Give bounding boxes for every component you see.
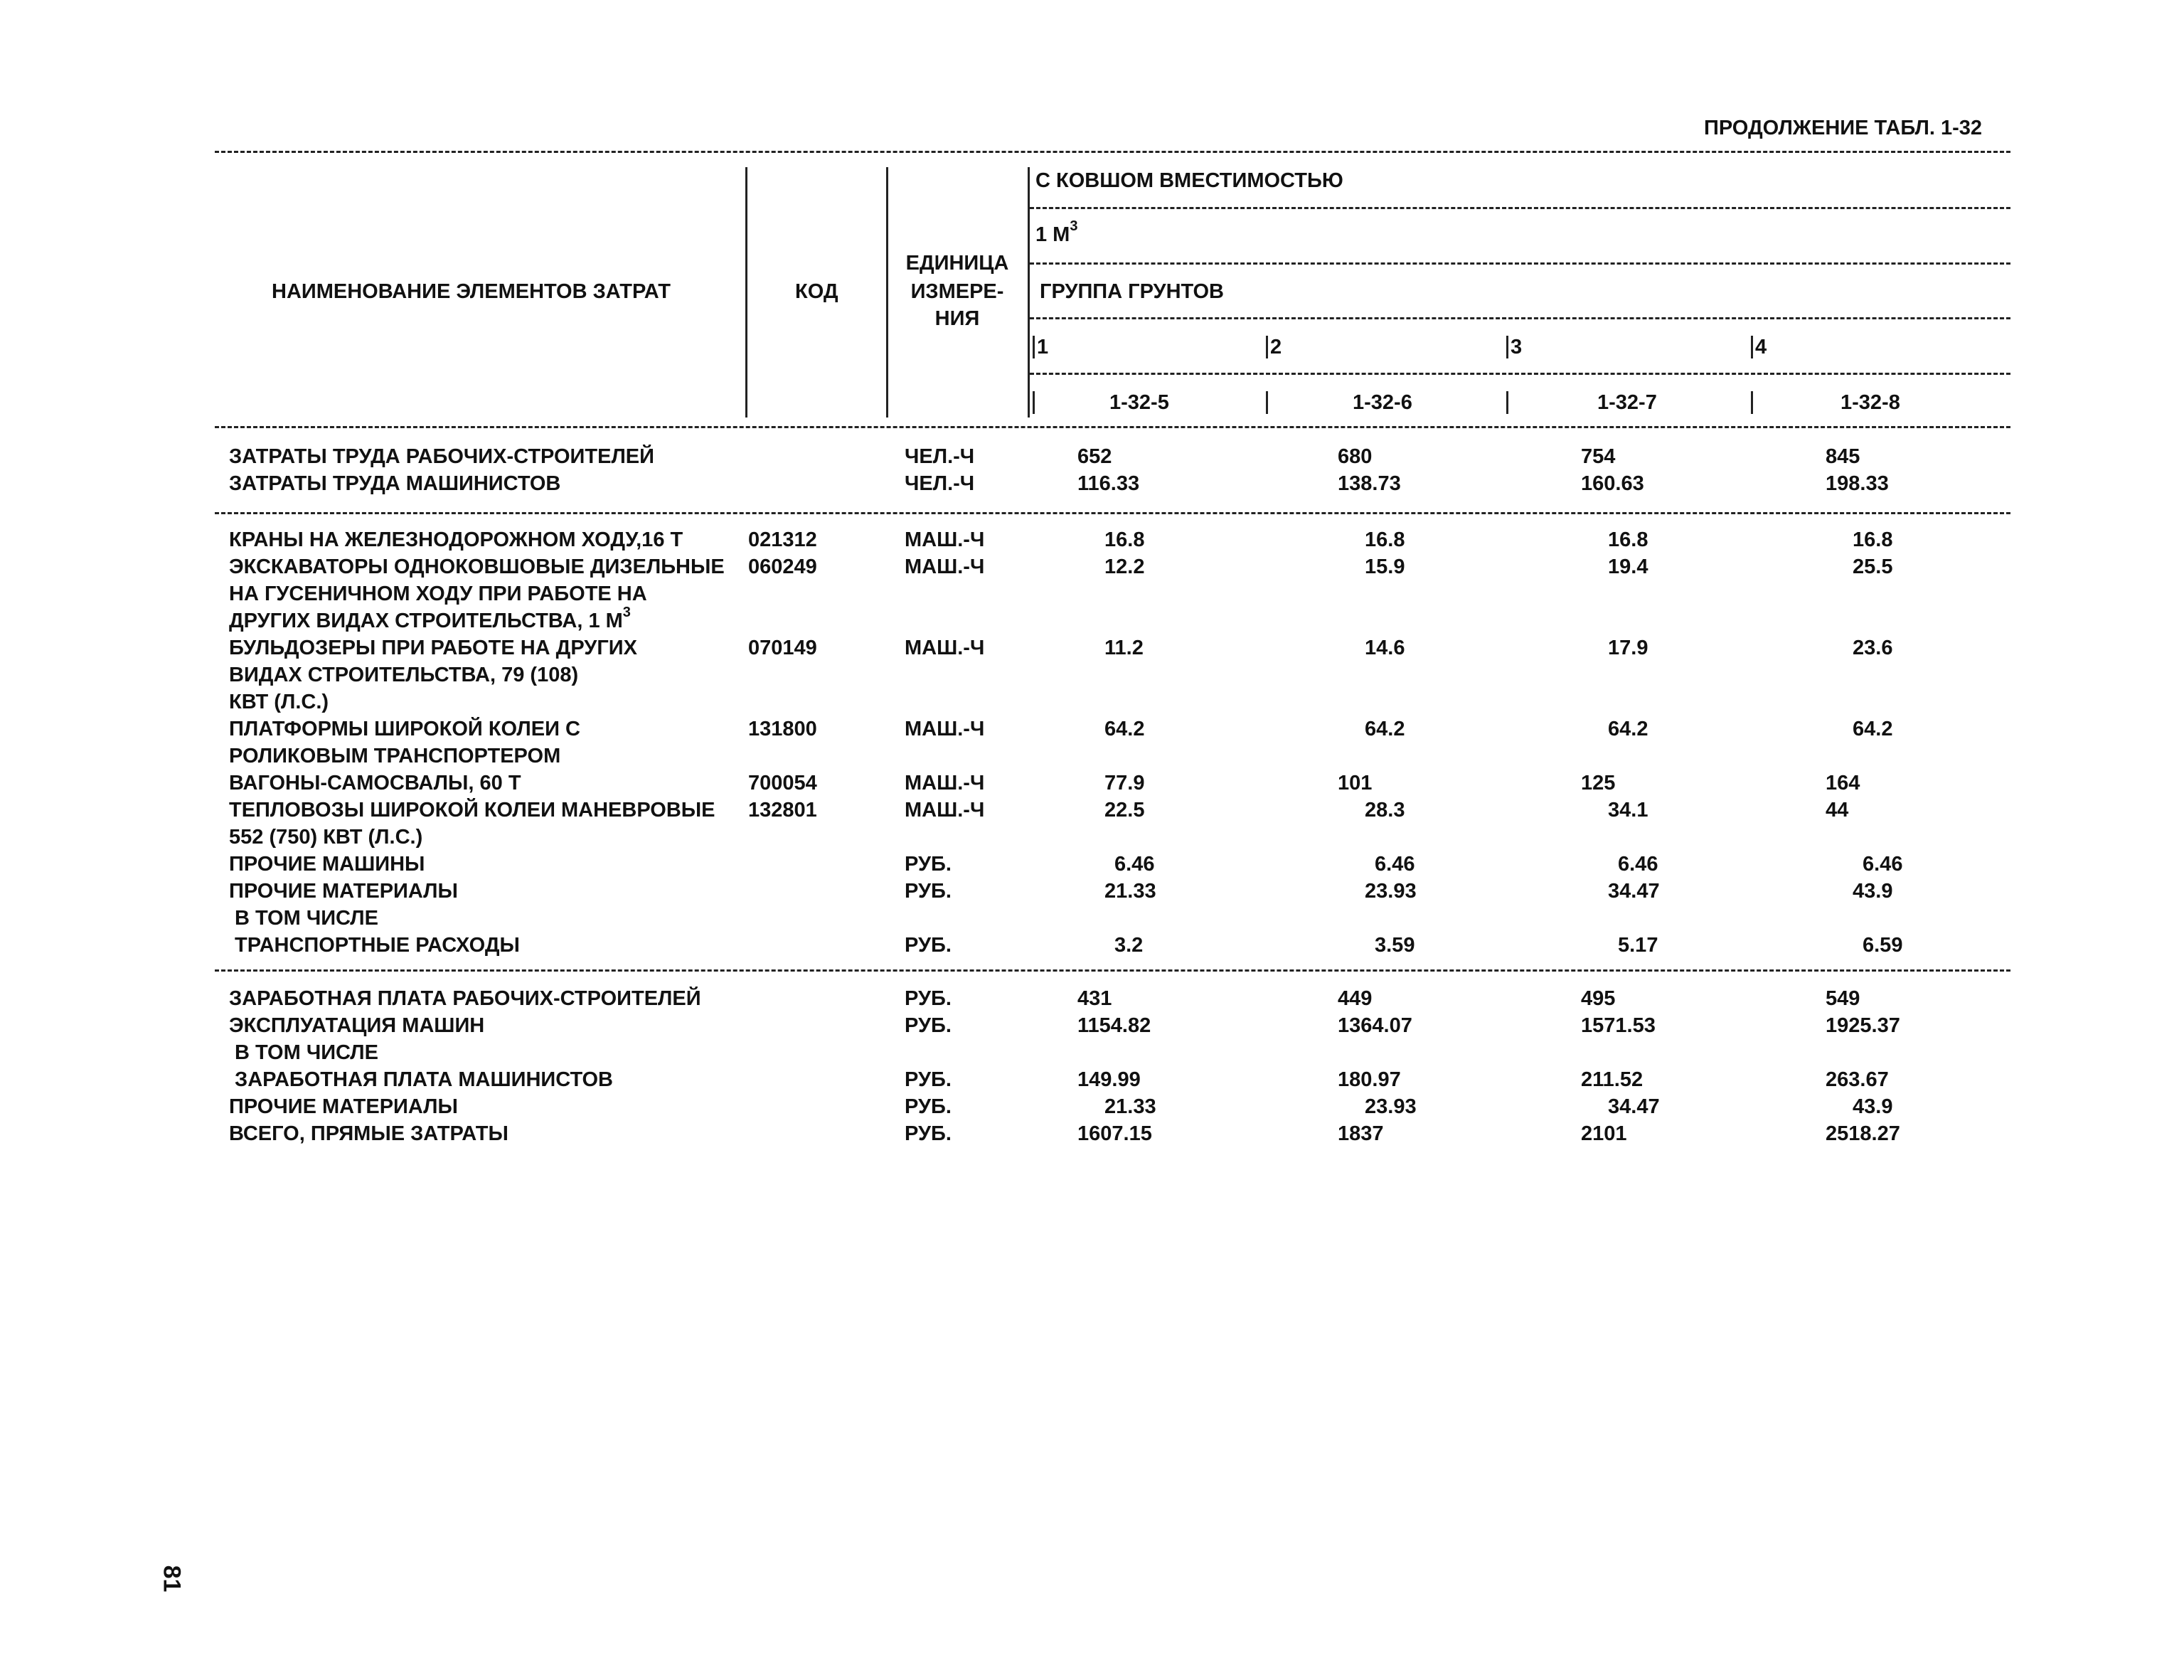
value-cell: 43.9 (1853, 1095, 1893, 1118)
unit: МАШ.-Ч (905, 528, 985, 551)
value-cell: 549 (1826, 987, 1860, 1010)
value-cell: 1154.82 (1077, 1014, 1151, 1037)
group-number: 1 (1037, 336, 1049, 358)
divider (215, 969, 2010, 972)
value-cell: 449 (1338, 987, 1373, 1010)
value-cell: 160.63 (1581, 472, 1644, 495)
value-cell: 3.2 (1114, 934, 1144, 957)
value-cell: 149.99 (1077, 1068, 1141, 1091)
value-cell: 1607.15 (1077, 1122, 1152, 1145)
resource-code: 060249 (748, 555, 817, 578)
cost-element-name (229, 557, 725, 578)
name-sup: 3 (622, 605, 631, 620)
value-cell: 6.46 (1863, 853, 1903, 876)
divider (886, 167, 888, 418)
group-number: 3 (1511, 336, 1523, 358)
value-cell: 15.9 (1365, 555, 1405, 578)
divider (215, 151, 2010, 153)
unit: РУБ. (905, 880, 952, 903)
name-text: ЗАТРАТЫ ТРУДА РАБОЧИХ-СТРОИТЕЛЕЙ (229, 445, 654, 468)
header-volume (1035, 218, 1078, 246)
norm-code: 1-32-7 (1597, 391, 1657, 414)
header-soil-group: ГРУППА ГРУНТОВ (1040, 280, 1225, 303)
value-cell: 43.9 (1853, 880, 1893, 903)
value-cell: 211.52 (1581, 1068, 1644, 1091)
value-cell: 5.17 (1618, 934, 1658, 957)
divider (1030, 317, 2010, 319)
value-cell: 164 (1826, 772, 1860, 794)
cost-element-name (229, 827, 422, 848)
name-text: РОЛИКОВЫМ ТРАНСПОРТЕРОМ (229, 745, 561, 767)
cost-element-name (229, 1070, 613, 1090)
value-cell: 1837 (1338, 1122, 1384, 1145)
unit: МАШ.-Ч (905, 637, 985, 659)
value-cell: 19.4 (1608, 555, 1648, 578)
name-text: БУЛЬДОЗЕРЫ ПРИ РАБОТЕ НА ДРУГИХ (229, 637, 637, 659)
name-text: ПРОЧИЕ МАШИНЫ (229, 853, 425, 876)
divider (215, 426, 2010, 428)
unit: МАШ.-Ч (905, 799, 985, 822)
name-text: КВТ (Л.С.) (229, 691, 329, 713)
cost-element-name (229, 474, 560, 494)
value-cell: 6.46 (1618, 853, 1658, 876)
resource-code: 132801 (748, 799, 817, 822)
continuation-label: ПРОДОЛЖЕНИЕ ТАБЛ. 1-32 (1703, 117, 1982, 139)
name-text: ВСЕГО, ПРЯМЫЕ ЗАТРАТЫ (229, 1122, 508, 1145)
cost-element-name (229, 719, 580, 740)
value-cell: 11.2 (1104, 637, 1144, 659)
value-cell: 263.67 (1826, 1068, 1889, 1091)
value-cell: 6.46 (1114, 853, 1155, 876)
norm-code: 1-32-8 (1841, 391, 1900, 414)
unit: РУБ. (905, 934, 952, 957)
value-cell: 17.9 (1608, 637, 1648, 659)
volume-sup: 3 (1070, 218, 1078, 234)
name-text: ВАГОНЫ-САМОСВАЛЫ, 60 Т (229, 772, 521, 794)
cost-element-name (229, 935, 520, 956)
unit: ЧЕЛ.-Ч (905, 472, 975, 495)
unit: РУБ. (905, 1014, 952, 1037)
norm-code: 1-32-5 (1109, 391, 1169, 414)
name-text: ТЕПЛОВОЗЫ ШИРОКОЙ КОЛЕИ МАНЕВРОВЫЕ (229, 799, 715, 822)
unit: МАШ.-Ч (905, 555, 985, 578)
cost-element-name (229, 854, 425, 875)
value-cell: 34.47 (1608, 1095, 1660, 1118)
name-text: ЗАРАБОТНАЯ ПЛАТА РАБОЧИХ-СТРОИТЕЛЕЙ (229, 987, 701, 1010)
value-cell: 1364.07 (1338, 1014, 1412, 1037)
value-cell: 12.2 (1104, 555, 1145, 578)
value-cell: 16.8 (1853, 528, 1893, 551)
value-cell: 21.33 (1104, 880, 1156, 903)
name-text: В ТОМ ЧИСЛЕ (229, 1041, 378, 1064)
divider (1751, 336, 1753, 358)
value-cell: 431 (1077, 987, 1112, 1010)
divider (1028, 167, 1030, 418)
cost-element-name (229, 692, 329, 713)
value-cell: 22.5 (1104, 799, 1145, 822)
name-text: ТРАНСПОРТНЫЕ РАСХОДЫ (229, 934, 520, 957)
value-cell: 652 (1077, 445, 1112, 468)
cost-element-name (229, 881, 458, 902)
cost-element-name (229, 638, 637, 659)
divider (1033, 391, 1035, 414)
volume-text: 1 М (1035, 223, 1070, 246)
header-code: КОД (795, 280, 838, 303)
value-cell: 180.97 (1338, 1068, 1401, 1091)
name-text: ПРОЧИЕ МАТЕРИАЛЫ (229, 880, 458, 903)
cost-element-name (229, 665, 578, 686)
value-cell: 101 (1338, 772, 1373, 794)
name-text: ПРОЧИЕ МАТЕРИАЛЫ (229, 1095, 458, 1118)
value-cell: 28.3 (1365, 799, 1405, 822)
divider (1506, 336, 1508, 358)
value-cell: 23.93 (1365, 880, 1417, 903)
header-bucket: С КОВШОМ ВМЕСТИМОСТЬЮ (1035, 169, 1343, 192)
cost-element-name (229, 800, 715, 821)
unit: МАШ.-Ч (905, 772, 985, 794)
header-unit-2: ИЗМЕРЕ- (910, 280, 1004, 303)
unit: РУБ. (905, 853, 952, 876)
value-cell: 44 (1826, 799, 1849, 822)
value-cell: 16.8 (1365, 528, 1405, 551)
value-cell: 16.8 (1608, 528, 1648, 551)
unit: ЧЕЛ.-Ч (905, 445, 975, 468)
name-text: ЗАРАБОТНАЯ ПЛАТА МАШИНИСТОВ (229, 1068, 613, 1091)
name-text: ВИДАХ СТРОИТЕЛЬСТВА, 79 (108) (229, 664, 579, 686)
name-text: НА ГУСЕНИЧНОМ ХОДУ ПРИ РАБОТЕ НА (229, 583, 647, 605)
value-cell: 116.33 (1077, 472, 1140, 495)
header-unit-1: ЕДИНИЦА (905, 252, 1009, 275)
value-cell: 16.8 (1104, 528, 1145, 551)
value-cell: 6.46 (1375, 853, 1415, 876)
value-cell: 25.5 (1853, 555, 1893, 578)
value-cell: 6.59 (1863, 934, 1903, 957)
cost-element-name (229, 1043, 378, 1063)
value-cell: 23.93 (1365, 1095, 1417, 1118)
page-number: 81 (158, 1565, 186, 1593)
value-cell: 2101 (1581, 1122, 1627, 1145)
cost-element-name (229, 584, 647, 605)
value-cell: 64.2 (1853, 718, 1893, 740)
value-cell: 754 (1581, 445, 1616, 468)
value-cell: 34.47 (1608, 880, 1660, 903)
unit: РУБ. (905, 987, 952, 1010)
cost-element-name (229, 1016, 484, 1036)
cost-element-name (229, 447, 654, 467)
resource-code: 021312 (748, 528, 817, 551)
unit: МАШ.-Ч (905, 718, 985, 740)
name-text: ДРУГИХ ВИДАХ СТРОИТЕЛЬСТВА, 1 М (229, 610, 623, 632)
divider (1266, 336, 1268, 358)
divider (1751, 391, 1753, 414)
value-cell: 138.73 (1338, 472, 1401, 495)
divider (215, 512, 2010, 514)
value-cell: 34.1 (1608, 799, 1648, 822)
resource-code: 070149 (748, 637, 817, 659)
header-unit-3: НИЯ (934, 307, 980, 330)
cost-element-name (229, 530, 683, 551)
cost-element-name (229, 989, 701, 1009)
cost-element-name (229, 1097, 458, 1117)
value-cell: 1571.53 (1581, 1014, 1656, 1037)
divider (1030, 373, 2010, 375)
name-text: В ТОМ ЧИСЛЕ (229, 907, 378, 930)
name-text: ЗАТРАТЫ ТРУДА МАШИНИСТОВ (229, 472, 561, 495)
group-number: 2 (1270, 336, 1282, 358)
group-number: 4 (1755, 336, 1767, 358)
unit: РУБ. (905, 1068, 952, 1091)
name-text: ПЛАТФОРМЫ ШИРОКОЙ КОЛЕИ С (229, 718, 580, 740)
value-cell: 21.33 (1104, 1095, 1156, 1118)
header-name: НАИМЕНОВАНИЕ ЭЛЕМЕНТОВ ЗАТРАТ (272, 280, 671, 303)
value-cell: 3.59 (1375, 934, 1415, 957)
value-cell: 64.2 (1608, 718, 1648, 740)
unit: РУБ. (905, 1122, 952, 1145)
value-cell: 1925.37 (1826, 1014, 1900, 1037)
value-cell: 64.2 (1365, 718, 1405, 740)
value-cell: 495 (1581, 987, 1616, 1010)
value-cell: 845 (1826, 445, 1860, 468)
cost-element-name (229, 908, 378, 929)
divider (1506, 391, 1508, 414)
value-cell: 2518.27 (1826, 1122, 1900, 1145)
value-cell: 125 (1581, 772, 1616, 794)
cost-element-name (229, 605, 631, 632)
value-cell: 77.9 (1104, 772, 1145, 794)
resource-code: 700054 (748, 772, 817, 794)
cost-element-name (229, 746, 560, 767)
value-cell: 23.6 (1853, 637, 1893, 659)
name-text: ЭКСКАВАТОРЫ ОДНОКОВШОВЫЕ ДИЗЕЛЬНЫЕ (229, 555, 725, 578)
divider (1030, 262, 2010, 265)
value-cell: 14.6 (1365, 637, 1405, 659)
divider (1030, 207, 2010, 209)
value-cell: 198.33 (1826, 472, 1889, 495)
divider (1266, 391, 1268, 414)
divider (1033, 336, 1035, 358)
resource-code: 131800 (748, 718, 817, 740)
unit: РУБ. (905, 1095, 952, 1118)
value-cell: 64.2 (1104, 718, 1145, 740)
name-text: ЭКСПЛУАТАЦИЯ МАШИН (229, 1014, 485, 1037)
cost-element-name (229, 1124, 508, 1144)
divider (745, 167, 747, 418)
name-text: КРАНЫ НА ЖЕЛЕЗНОДОРОЖНОМ ХОДУ,16 Т (229, 528, 683, 551)
value-cell: 680 (1338, 445, 1373, 468)
cost-element-name (229, 773, 521, 794)
name-text: 552 (750) КВТ (Л.С.) (229, 826, 423, 849)
norm-code: 1-32-6 (1353, 391, 1412, 414)
